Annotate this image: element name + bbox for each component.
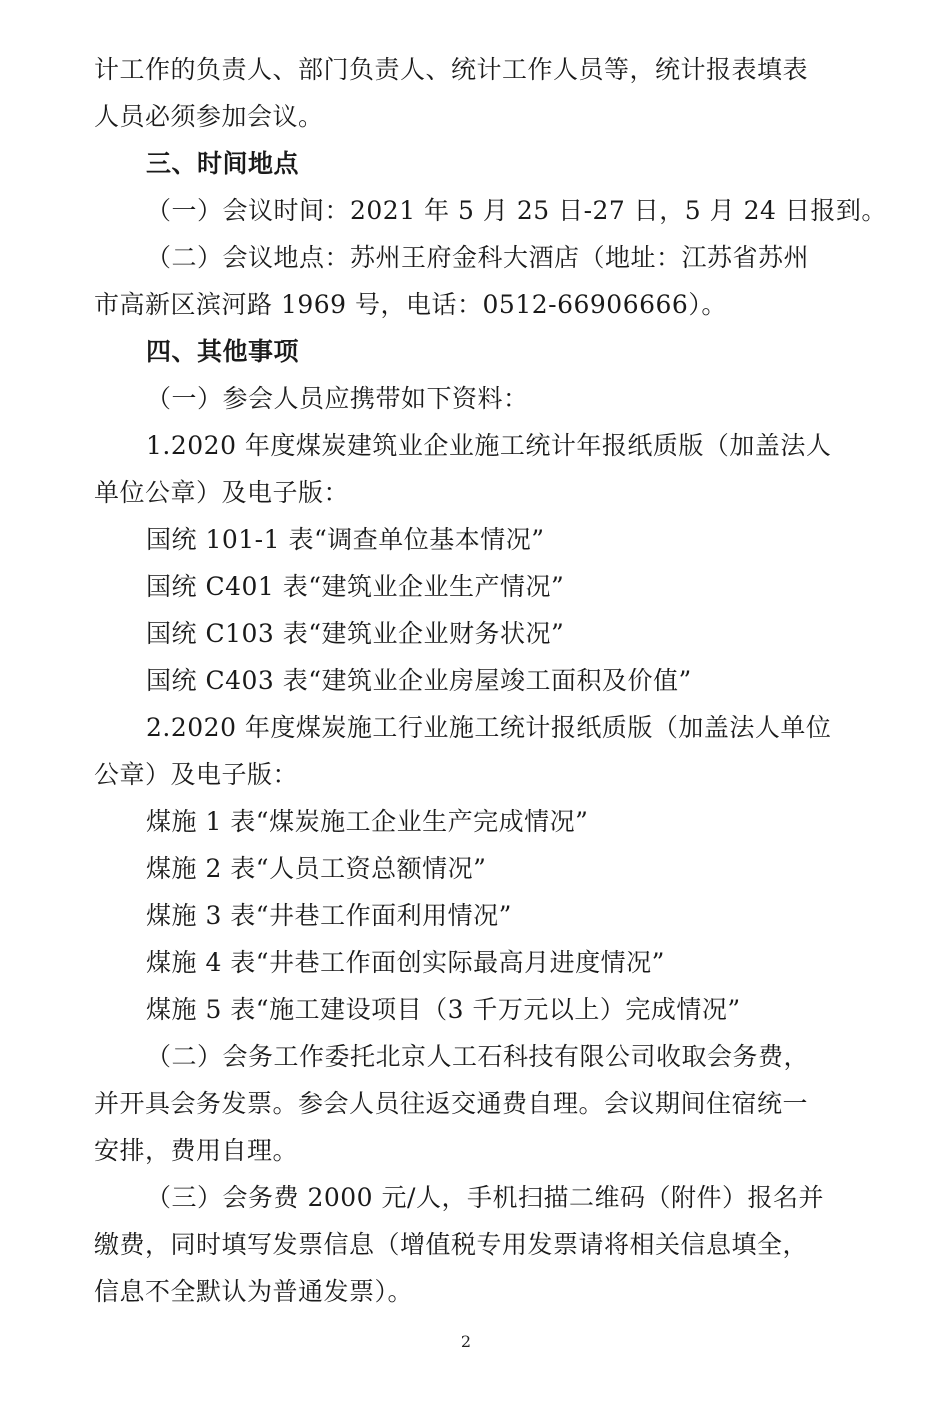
- materials-item-2: 2.2020 年度煤炭施工行业施工统计报纸质版（加盖法人单位: [146, 713, 832, 742]
- form-item: 煤施 5 表“施工建设项目（3 千万元以上）完成情况”: [146, 995, 741, 1024]
- conference-affairs-line-cont: 安排，费用自理。: [94, 1136, 299, 1165]
- conference-affairs-line-cont: 并开具会务发票。参会人员往返交通费自理。会议期间住宿统一: [94, 1089, 809, 1118]
- fee-line-cont: 缴费，同时填写发票信息（增值税专用发票请将相关信息填全，: [94, 1230, 809, 1259]
- form-item: 煤施 2 表“人员工资总额情况”: [146, 854, 487, 883]
- meeting-place-line-cont: 市高新区滨河路 1969 号，电话：0512-66906666）。: [94, 290, 727, 319]
- fee-line-cont: 信息不全默认为普通发票）。: [94, 1277, 414, 1306]
- form-item: 国统 C401 表“建筑业企业生产情况”: [146, 572, 565, 601]
- form-item: 煤施 3 表“井巷工作面利用情况”: [146, 901, 512, 930]
- materials-item-2-cont: 公章）及电子版：: [94, 760, 299, 789]
- page-number: 2: [460, 1332, 472, 1351]
- fee-line: （三）会务费 2000 元/人，手机扫描二维码（附件）报名并: [146, 1183, 824, 1212]
- form-item: 国统 101-1 表“调查单位基本情况”: [146, 525, 545, 554]
- section-heading-time-place: 三、时间地点: [146, 149, 300, 178]
- conference-affairs-line: （二）会务工作委托北京人工石科技有限公司收取会务费，: [146, 1042, 810, 1071]
- paragraph-line: 计工作的负责人、部门负责人、统计工作人员等，统计报表填表: [94, 55, 809, 84]
- form-item: 国统 C103 表“建筑业企业财务状况”: [146, 619, 565, 648]
- materials-item-1-cont: 单位公章）及电子版：: [94, 478, 350, 507]
- paragraph-line: 人员必须参加会议。: [94, 102, 324, 131]
- materials-intro-line: （一）参会人员应携带如下资料：: [146, 384, 529, 413]
- section-heading-other-matters: 四、其他事项: [146, 337, 300, 366]
- meeting-place-line: （二）会议地点：苏州王府金科大酒店（地址：江苏省苏州: [146, 243, 810, 272]
- materials-item-1: 1.2020 年度煤炭建筑业企业施工统计年报纸质版（加盖法人: [146, 431, 832, 460]
- meeting-time-line: （一）会议时间：2021 年 5 月 25 日-27 日，5 月 24 日报到。: [146, 196, 887, 225]
- form-item: 国统 C403 表“建筑业企业房屋竣工面积及价值”: [146, 666, 692, 695]
- form-item: 煤施 1 表“煤炭施工企业生产完成情况”: [146, 807, 589, 836]
- form-item: 煤施 4 表“井巷工作面创实际最高月进度情况”: [146, 948, 665, 977]
